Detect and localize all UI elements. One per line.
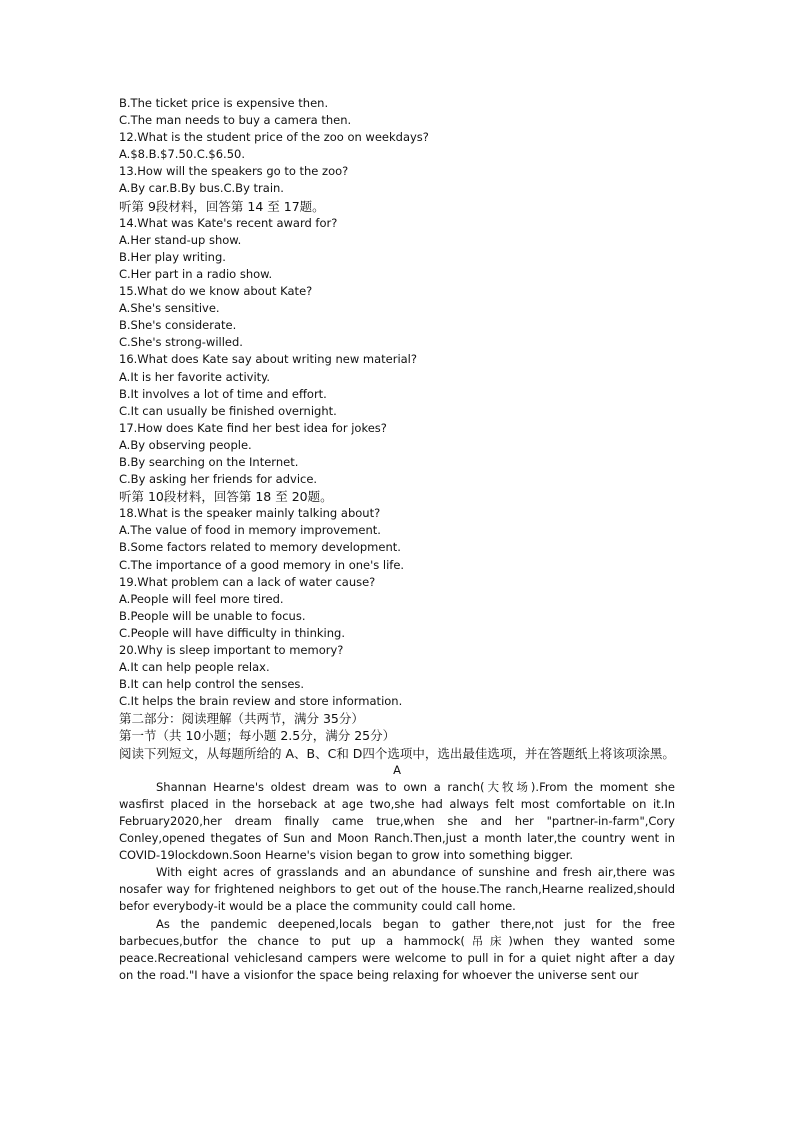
- passage-paragraph: With eight acres of grasslands and an abundance of sunshine and fresh air,there was nosafer way for frightened neighbors to get out of the house.The ranch,Hearne realized,should befor everybody-it would be a place the community could call home.: [119, 865, 675, 914]
- option-line: B.Her play writing.: [119, 249, 226, 264]
- option-line: B.The ticket price is expensive then.: [119, 96, 329, 110]
- option-line: A.People will feel more tired.: [119, 591, 284, 606]
- option-line: B.It involves a lot of time and effort.: [119, 386, 327, 401]
- section-instruction: 听第 10段材料，回答第 18 至 20题。: [119, 489, 333, 505]
- question-line: 17.How does Kate find her best idea for jokes?: [119, 420, 387, 435]
- option-line: B.Some factors related to memory development.: [119, 540, 401, 555]
- option-line: A.It can help people relax.: [119, 660, 270, 675]
- option-line: A.$8.B.$7.50.C.$6.50.: [119, 147, 245, 162]
- option-line: A.The value of food in memory improvement.: [119, 523, 381, 538]
- option-line: C.Her part in a radio show.: [119, 266, 273, 281]
- option-line: B.By searching on the Internet.: [119, 454, 299, 469]
- option-line: C.The man needs to buy a camera then.: [119, 113, 352, 128]
- passage-paragraph: Shannan Hearne's oldest dream was to own a ranch(大牧场).From the moment she wasfirst placed in the horseback at age two,she had always felt most comfortable on it.In February2020,her dream finally came true,when she and her "partner-in-farm",Cory Conley,opened thegates of Sun and Moon Ranch.Then,just a month later,the country went in COVID-19lockdown.Soon Hearne's vision began to grow into something bigger.: [119, 779, 675, 863]
- option-line: A.By car.B.By bus.C.By train.: [119, 181, 284, 196]
- question-line: 13.How will the speakers go to the zoo?: [119, 164, 349, 179]
- option-line: B.People will be unable to focus.: [119, 608, 306, 623]
- option-line: C.It can usually be finished overnight.: [119, 403, 337, 418]
- option-line: C.It helps the brain review and store information.: [119, 694, 403, 709]
- option-line: C.She's strong-willed.: [119, 335, 243, 350]
- part-heading: 第二部分：阅读理解（共两节，满分 35分）: [119, 711, 364, 727]
- passage-paragraph: As the pandemic deepened,locals began to gather there,not just for the free barbecues,butfor the chance to put up a hammock(吊床)when they wanted some peace.Recreational vehiclesand campers were welcome to pull in for a quiet night after a day on the road."I have a visionfor the space being relaxing for whoever the universe sent our: [119, 916, 675, 982]
- option-line: C.People will have difficulty in thinking.: [119, 625, 345, 640]
- option-line: A.It is her favorite activity.: [119, 369, 270, 384]
- reading-instruction: 阅读下列短文，从每题所给的 A、B、C和 D四个选项中，选出最佳选项，并在答题纸上将该项涂黑。: [119, 745, 675, 761]
- passage-label: A: [393, 762, 401, 777]
- question-line: 19.What problem can a lack of water cause?: [119, 574, 376, 589]
- option-line: B.It can help control the senses.: [119, 677, 305, 692]
- question-line: 18.What is the speaker mainly talking about?: [119, 506, 381, 521]
- question-line: 20.Why is sleep important to memory?: [119, 643, 344, 657]
- section-heading: 第一节（共 10小题；每小题 2.5分，满分 25分）: [119, 728, 396, 744]
- section-instruction: 听第 9段材料，回答第 14 至 17题。: [119, 198, 325, 214]
- question-line: 16.What does Kate say about writing new material?: [119, 352, 417, 367]
- question-line: 12.What is the student price of the zoo on weekdays?: [119, 130, 429, 145]
- option-line: C.The importance of a good memory in one's life.: [119, 557, 405, 572]
- option-line: C.By asking her friends for advice.: [119, 472, 318, 487]
- option-line: A.By observing people.: [119, 437, 252, 452]
- question-line: 15.What do we know about Kate?: [119, 284, 313, 299]
- question-line: 14.What was Kate's recent award for?: [119, 215, 338, 230]
- option-line: B.She's considerate.: [119, 318, 237, 333]
- option-line: A.She's sensitive.: [119, 301, 220, 316]
- document-page: [119, 95, 675, 984]
- option-line: A.Her stand-up show.: [119, 232, 242, 247]
